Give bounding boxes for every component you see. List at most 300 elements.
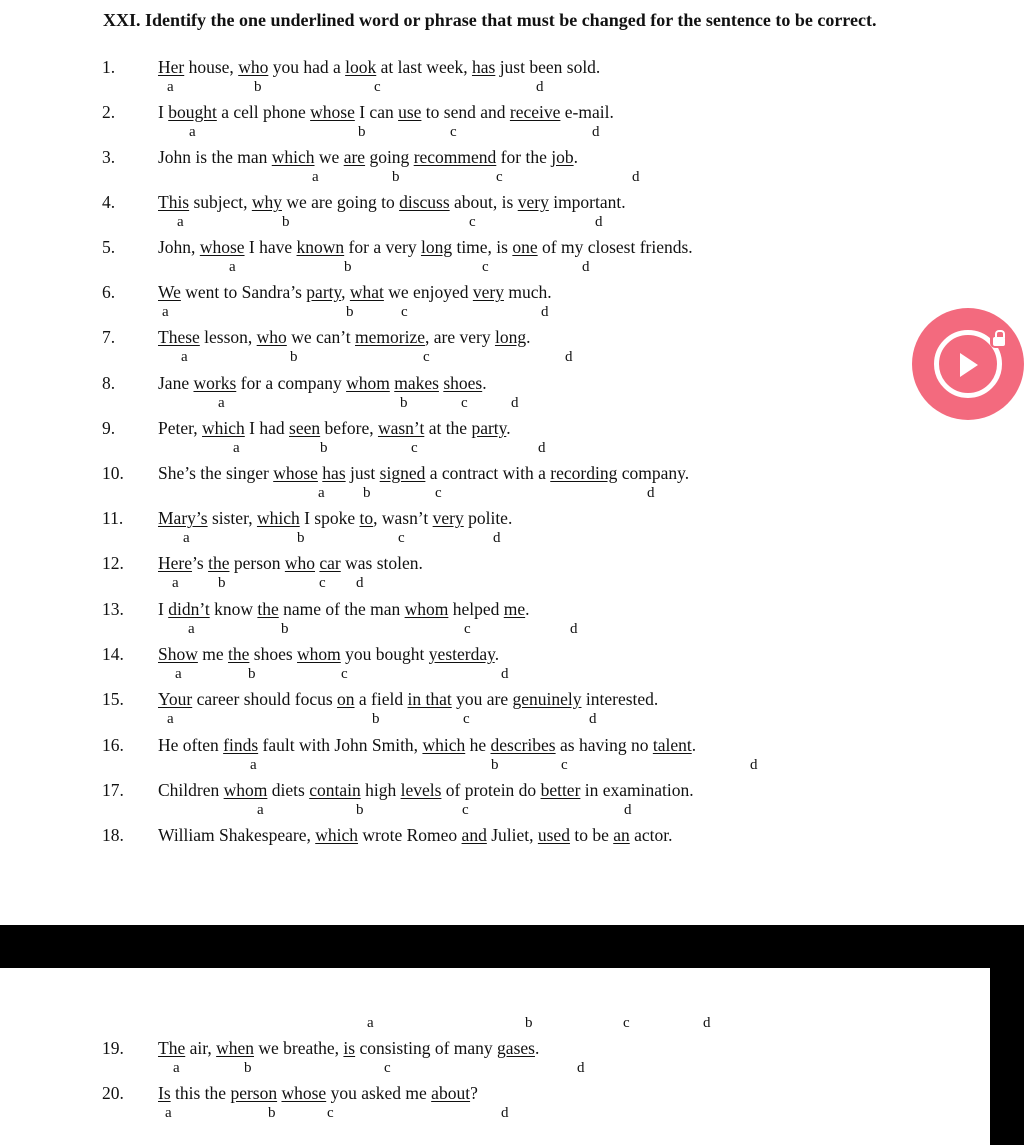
sentence-text: a cell phone bbox=[216, 102, 311, 122]
answer-label: d bbox=[565, 349, 573, 365]
answer-label: c bbox=[463, 711, 470, 727]
sentence-text: , bbox=[341, 282, 350, 302]
exercise-heading: XXI. Identify the one underlined word or phrase that must be changed for the sentence to be correct. bbox=[103, 10, 877, 30]
question-sentence bbox=[158, 372, 487, 394]
question-number: 4. bbox=[102, 192, 116, 212]
underlined-option: are bbox=[343, 147, 366, 167]
question-sentence bbox=[158, 326, 530, 348]
answer-label: a bbox=[257, 802, 264, 818]
sentence-text: . bbox=[534, 1038, 540, 1058]
sentence-text: just been sold. bbox=[495, 57, 601, 77]
question-item bbox=[0, 56, 1000, 102]
question-number: 19. bbox=[102, 1038, 124, 1058]
underlined-option: very bbox=[472, 282, 504, 302]
question-number: 1. bbox=[102, 57, 116, 77]
question-item bbox=[0, 236, 1000, 282]
sentence-text: interested. bbox=[581, 689, 659, 709]
question-item bbox=[0, 734, 1000, 780]
sentence-text: just bbox=[345, 463, 380, 483]
sentence-text: for a company bbox=[236, 373, 347, 393]
answer-label: d bbox=[592, 124, 600, 140]
sentence-text: I can bbox=[354, 102, 399, 122]
answer-label: c bbox=[411, 440, 418, 456]
sentence-text: we enjoyed bbox=[383, 282, 473, 302]
underlined-option: look bbox=[345, 57, 377, 77]
answer-label: d bbox=[595, 214, 603, 230]
sentence-text: . bbox=[573, 147, 578, 167]
sentence-text: ? bbox=[470, 1083, 478, 1103]
question-number: 6. bbox=[102, 282, 116, 302]
answer-label: b bbox=[320, 440, 328, 456]
underlined-option: is bbox=[343, 1038, 356, 1058]
underlined-option: This bbox=[158, 192, 190, 212]
question-number: 15. bbox=[102, 689, 124, 709]
sentence-text: consisting of many bbox=[355, 1038, 498, 1058]
sentence-text: She’s the singer bbox=[158, 463, 274, 483]
sentence-text: was stolen. bbox=[340, 553, 423, 573]
question-sentence bbox=[158, 552, 423, 574]
answer-label: b bbox=[363, 485, 371, 501]
underlined-option: what bbox=[349, 282, 384, 302]
sentence-text: we bbox=[314, 147, 344, 167]
underlined-option: job bbox=[551, 147, 574, 167]
sentence-text: polite. bbox=[463, 508, 513, 528]
underlined-option: describes bbox=[490, 735, 556, 755]
answer-label: b bbox=[392, 169, 400, 185]
answer-label: b bbox=[400, 395, 408, 411]
sentence-text: e-mail. bbox=[560, 102, 614, 122]
sentence-text: house, bbox=[184, 57, 239, 77]
question-number: 18. bbox=[102, 825, 124, 845]
underlined-option: finds bbox=[223, 735, 259, 755]
sentence-text: this the bbox=[170, 1083, 231, 1103]
underlined-option: whom bbox=[404, 599, 449, 619]
answer-label: c bbox=[469, 214, 476, 230]
underlined-option: and bbox=[461, 825, 487, 845]
sentence-text: . bbox=[506, 418, 511, 438]
underlined-option: who bbox=[284, 553, 316, 573]
sentence-text: you are bbox=[451, 689, 513, 709]
answer-label: a bbox=[250, 757, 257, 773]
answer-label: a bbox=[167, 79, 174, 95]
underlined-option: has bbox=[471, 57, 496, 77]
underlined-option: makes bbox=[394, 373, 439, 393]
answer-label: a bbox=[167, 711, 174, 727]
underlined-option: These bbox=[158, 327, 200, 347]
sentence-text: person bbox=[229, 553, 285, 573]
underlined-option: used bbox=[537, 825, 570, 845]
sentence-text: fault with John Smith, bbox=[258, 735, 423, 755]
answer-label: d bbox=[538, 440, 546, 456]
underlined-option: long bbox=[420, 237, 453, 257]
underlined-option: party bbox=[306, 282, 342, 302]
question-sentence bbox=[158, 734, 696, 756]
question-number: 5. bbox=[102, 237, 116, 257]
sentence-text: a field bbox=[354, 689, 408, 709]
answer-label: c bbox=[374, 79, 381, 95]
underlined-option: person bbox=[230, 1083, 278, 1103]
answer-label: b bbox=[244, 1060, 252, 1076]
answer-label: a bbox=[233, 440, 240, 456]
answer-label: d bbox=[501, 666, 509, 682]
answer-label: d bbox=[536, 79, 544, 95]
question-item bbox=[0, 688, 1000, 734]
sentence-text: of my closest friends. bbox=[537, 237, 693, 257]
sentence-text: . bbox=[691, 735, 697, 755]
sentence-text: company. bbox=[617, 463, 690, 483]
underlined-option: contain bbox=[309, 780, 361, 800]
question-item bbox=[0, 1037, 1000, 1083]
answer-label: a bbox=[162, 304, 169, 320]
answer-label: b bbox=[218, 575, 226, 591]
underlined-option: whose bbox=[310, 102, 355, 122]
question-sentence bbox=[158, 281, 552, 303]
answer-label: b bbox=[281, 621, 289, 637]
sentence-text: we breathe, bbox=[254, 1038, 344, 1058]
underlined-option: bought bbox=[168, 102, 217, 122]
answer-label: c bbox=[384, 1060, 391, 1076]
underlined-option: discuss bbox=[399, 192, 450, 212]
sentence-text: actor. bbox=[629, 825, 673, 845]
question-sentence bbox=[158, 146, 578, 168]
sentence-text: for the bbox=[496, 147, 552, 167]
sentence-text: career should focus bbox=[192, 689, 338, 709]
underlined-option: the bbox=[228, 644, 250, 664]
answer-label: b bbox=[344, 259, 352, 275]
question-item bbox=[0, 281, 1000, 327]
sentence-text: subject, bbox=[189, 192, 252, 212]
underlined-option: which bbox=[315, 825, 359, 845]
question-sentence bbox=[158, 507, 512, 529]
question-sentence bbox=[158, 236, 693, 258]
question-number: 16. bbox=[102, 735, 124, 755]
underlined-option: who bbox=[238, 57, 269, 77]
sentence-text: in examination. bbox=[580, 780, 694, 800]
question-item bbox=[0, 191, 1000, 237]
sentence-text: name of the man bbox=[278, 599, 405, 619]
sentence-text: at the bbox=[424, 418, 472, 438]
answer-label: a bbox=[189, 124, 196, 140]
answer-label: c bbox=[482, 259, 489, 275]
underlined-option: seen bbox=[289, 418, 321, 438]
underlined-option: We bbox=[158, 282, 181, 302]
answer-label: d bbox=[356, 575, 364, 591]
sentence-text: about, is bbox=[449, 192, 518, 212]
question-number: 7. bbox=[102, 327, 116, 347]
answer-label: c bbox=[423, 349, 430, 365]
sentence-text: at last week, bbox=[376, 57, 472, 77]
underlined-option: to bbox=[359, 508, 374, 528]
underlined-option: recording bbox=[550, 463, 618, 483]
underlined-option: the bbox=[208, 553, 230, 573]
question-sentence bbox=[158, 824, 673, 846]
answer-label: c bbox=[464, 621, 471, 637]
underlined-option: receive bbox=[509, 102, 561, 122]
answer-label: c bbox=[341, 666, 348, 682]
answer-label: c bbox=[462, 802, 469, 818]
answer-label: b bbox=[372, 711, 380, 727]
question-number: 17. bbox=[102, 780, 124, 800]
sentence-text: ’s bbox=[192, 553, 209, 573]
underlined-option: very bbox=[432, 508, 464, 528]
answer-label: c bbox=[398, 530, 405, 546]
answer-label: d bbox=[570, 621, 578, 637]
answer-label: b bbox=[254, 79, 262, 95]
underlined-option: Is bbox=[158, 1083, 171, 1103]
answer-label: c bbox=[461, 395, 468, 411]
sentence-text: Children bbox=[158, 780, 224, 800]
underlined-option: an bbox=[613, 825, 630, 845]
answer-label: d bbox=[493, 530, 501, 546]
sentence-text: I have bbox=[244, 237, 297, 257]
answer-label: d bbox=[501, 1105, 509, 1121]
answer-label: b bbox=[248, 666, 256, 682]
sentence-text: air, bbox=[185, 1038, 217, 1058]
question-number: 20. bbox=[102, 1083, 124, 1103]
question-sentence bbox=[158, 56, 600, 78]
question-sentence bbox=[158, 779, 694, 801]
underlined-option: known bbox=[296, 237, 345, 257]
sentence-text: we can’t bbox=[286, 327, 356, 347]
answer-label: c bbox=[450, 124, 457, 140]
underlined-option: Show bbox=[158, 644, 198, 664]
sentence-text: . bbox=[494, 644, 500, 664]
answer-label: a bbox=[229, 259, 236, 275]
question-number: 13. bbox=[102, 599, 124, 619]
question-number: 9. bbox=[102, 418, 116, 438]
question-number: 11. bbox=[102, 508, 124, 528]
underlined-option: Mary’s bbox=[158, 508, 208, 528]
answer-label: d bbox=[624, 802, 632, 818]
sentence-text: Peter, bbox=[158, 418, 203, 438]
underlined-option: who bbox=[256, 327, 287, 347]
underlined-option: Her bbox=[158, 57, 185, 77]
sentence-text: much. bbox=[503, 282, 552, 302]
question-item bbox=[0, 779, 1000, 825]
underlined-option: long bbox=[494, 327, 527, 347]
underlined-option: wasn’t bbox=[377, 418, 425, 438]
sentence-text: . bbox=[526, 327, 531, 347]
sentence-text: I had bbox=[244, 418, 290, 438]
answer-label: a bbox=[165, 1105, 172, 1121]
underlined-option: yesterday bbox=[428, 644, 495, 664]
underlined-option: party bbox=[471, 418, 507, 438]
sentence-text: I bbox=[158, 599, 169, 619]
sentence-text: John is the man bbox=[158, 147, 272, 167]
answer-label: b bbox=[346, 304, 354, 320]
sentence-text: . bbox=[482, 373, 487, 393]
question-item bbox=[0, 326, 1000, 372]
answer-label: a bbox=[172, 575, 179, 591]
sentence-text: a contract with a bbox=[425, 463, 551, 483]
underlined-option: me bbox=[503, 599, 526, 619]
answer-label: d bbox=[589, 711, 597, 727]
answer-label: b bbox=[282, 214, 290, 230]
sentence-text: sister, bbox=[207, 508, 257, 528]
black-band bbox=[0, 925, 1024, 968]
underlined-option: which bbox=[202, 418, 245, 438]
play-button[interactable] bbox=[912, 308, 1024, 420]
underlined-option: The bbox=[158, 1038, 186, 1058]
underlined-option: whose bbox=[273, 463, 318, 483]
sentence-text: we are going to bbox=[281, 192, 400, 212]
question-number: 8. bbox=[102, 373, 116, 393]
sentence-text: of protein do bbox=[441, 780, 541, 800]
question-sentence bbox=[158, 598, 530, 620]
answer-label: c bbox=[327, 1105, 334, 1121]
sentence-text: for a very bbox=[344, 237, 421, 257]
question-item bbox=[0, 1082, 1000, 1128]
answer-label: d bbox=[632, 169, 640, 185]
answer-label: c bbox=[435, 485, 442, 501]
question-item bbox=[0, 146, 1000, 192]
question-sentence bbox=[158, 643, 499, 665]
question-item bbox=[0, 507, 1000, 553]
sentence-text: helped bbox=[448, 599, 504, 619]
sentence-text: William Shakespeare, bbox=[158, 825, 316, 845]
underlined-option: has bbox=[322, 463, 346, 483]
question-item bbox=[0, 372, 1000, 418]
answer-label: d bbox=[647, 485, 655, 501]
sentence-text: Jane bbox=[158, 373, 194, 393]
answer-label: b bbox=[356, 802, 364, 818]
underlined-option: talent bbox=[652, 735, 692, 755]
underlined-option: levels bbox=[400, 780, 442, 800]
answer-label: d bbox=[541, 304, 549, 320]
sentence-text: John, bbox=[158, 237, 200, 257]
sentence-text: Juliet, bbox=[486, 825, 538, 845]
sentence-text: wrote Romeo bbox=[358, 825, 462, 845]
sentence-text: . bbox=[525, 599, 530, 619]
underlined-option: about bbox=[431, 1083, 471, 1103]
answer-label: a bbox=[175, 666, 182, 682]
underlined-option: better bbox=[540, 780, 581, 800]
question-item bbox=[0, 598, 1000, 644]
underlined-option: the bbox=[257, 599, 279, 619]
underlined-option: signed bbox=[379, 463, 426, 483]
underlined-option: which bbox=[256, 508, 300, 528]
sentence-text: diets bbox=[267, 780, 310, 800]
answer-label: d bbox=[703, 1015, 711, 1031]
underlined-option: didn’t bbox=[168, 599, 210, 619]
question-sentence bbox=[158, 688, 658, 710]
underlined-option: genuinely bbox=[512, 689, 582, 709]
sentence-text: shoes bbox=[249, 644, 298, 664]
answer-label: b bbox=[491, 757, 499, 773]
answer-label: c bbox=[623, 1015, 630, 1031]
sentence-text: to send and bbox=[421, 102, 510, 122]
sentence-text: going bbox=[365, 147, 414, 167]
play-icon bbox=[960, 353, 978, 377]
answer-label: a bbox=[367, 1015, 374, 1031]
answer-label: a bbox=[188, 621, 195, 637]
underlined-option: in that bbox=[407, 689, 452, 709]
underlined-option: shoes bbox=[443, 373, 483, 393]
sentence-text: went to Sandra’s bbox=[180, 282, 307, 302]
question-number: 14. bbox=[102, 644, 124, 664]
underlined-option: whose bbox=[199, 237, 245, 257]
underlined-option: which bbox=[271, 147, 315, 167]
answer-label: a bbox=[173, 1060, 180, 1076]
sentence-text: as having no bbox=[555, 735, 653, 755]
question-item bbox=[0, 552, 1000, 598]
answer-label: d bbox=[511, 395, 519, 411]
underlined-option: car bbox=[319, 553, 341, 573]
sentence-text: me bbox=[197, 644, 229, 664]
answer-label: b bbox=[525, 1015, 533, 1031]
underlined-option: whom bbox=[223, 780, 268, 800]
sentence-text: lesson, bbox=[199, 327, 257, 347]
question-number: 12. bbox=[102, 553, 124, 573]
answer-label: c bbox=[496, 169, 503, 185]
answer-label: b bbox=[268, 1105, 276, 1121]
answer-label: c bbox=[561, 757, 568, 773]
answer-label: a bbox=[218, 395, 225, 411]
question-sentence bbox=[158, 1082, 478, 1104]
underlined-option: one bbox=[512, 237, 538, 257]
sentence-text: high bbox=[360, 780, 401, 800]
question-sentence bbox=[158, 462, 689, 484]
underlined-option: why bbox=[251, 192, 282, 212]
underlined-option: recommend bbox=[413, 147, 497, 167]
answer-label: a bbox=[181, 349, 188, 365]
answer-label: b bbox=[290, 349, 298, 365]
underlined-option: Your bbox=[158, 689, 193, 709]
sentence-text: , are very bbox=[424, 327, 495, 347]
underlined-option: Here bbox=[158, 553, 193, 573]
sentence-text: important. bbox=[548, 192, 626, 212]
question-sentence bbox=[158, 1037, 539, 1059]
underlined-option: whose bbox=[281, 1083, 327, 1103]
sentence-text: you had a bbox=[268, 57, 346, 77]
underlined-option: works bbox=[193, 373, 237, 393]
sentence-text: I spoke bbox=[299, 508, 360, 528]
question-item bbox=[0, 824, 1000, 870]
sentence-text: , wasn’t bbox=[373, 508, 433, 528]
underlined-option: gases bbox=[497, 1038, 535, 1058]
sentence-text: time, is bbox=[452, 237, 513, 257]
answer-label: a bbox=[312, 169, 319, 185]
question-sentence bbox=[158, 191, 626, 213]
answer-label: a bbox=[183, 530, 190, 546]
sentence-text: you asked me bbox=[326, 1083, 432, 1103]
question-sentence bbox=[158, 101, 614, 123]
answer-label: c bbox=[319, 575, 326, 591]
answer-label: a bbox=[177, 214, 184, 230]
underlined-option: use bbox=[398, 102, 422, 122]
question-number: 10. bbox=[102, 463, 124, 483]
underlined-option: when bbox=[216, 1038, 255, 1058]
question-number: 2. bbox=[102, 102, 116, 122]
underlined-option: whom bbox=[346, 373, 390, 393]
underlined-option: on bbox=[337, 689, 355, 709]
answer-label: c bbox=[401, 304, 408, 320]
sentence-text: to be bbox=[569, 825, 614, 845]
question-item bbox=[0, 101, 1000, 147]
answer-label: d bbox=[582, 259, 590, 275]
underlined-option: memorize bbox=[355, 327, 425, 347]
underlined-option: very bbox=[517, 192, 549, 212]
lock-icon bbox=[990, 328, 1008, 348]
sentence-text: know bbox=[209, 599, 258, 619]
answer-label: a bbox=[318, 485, 325, 501]
question-sentence bbox=[158, 417, 511, 439]
answer-label: b bbox=[358, 124, 366, 140]
question-number: 3. bbox=[102, 147, 116, 167]
underlined-option: whom bbox=[297, 644, 341, 664]
sentence-text: I bbox=[158, 102, 169, 122]
underlined-option: which bbox=[422, 735, 466, 755]
